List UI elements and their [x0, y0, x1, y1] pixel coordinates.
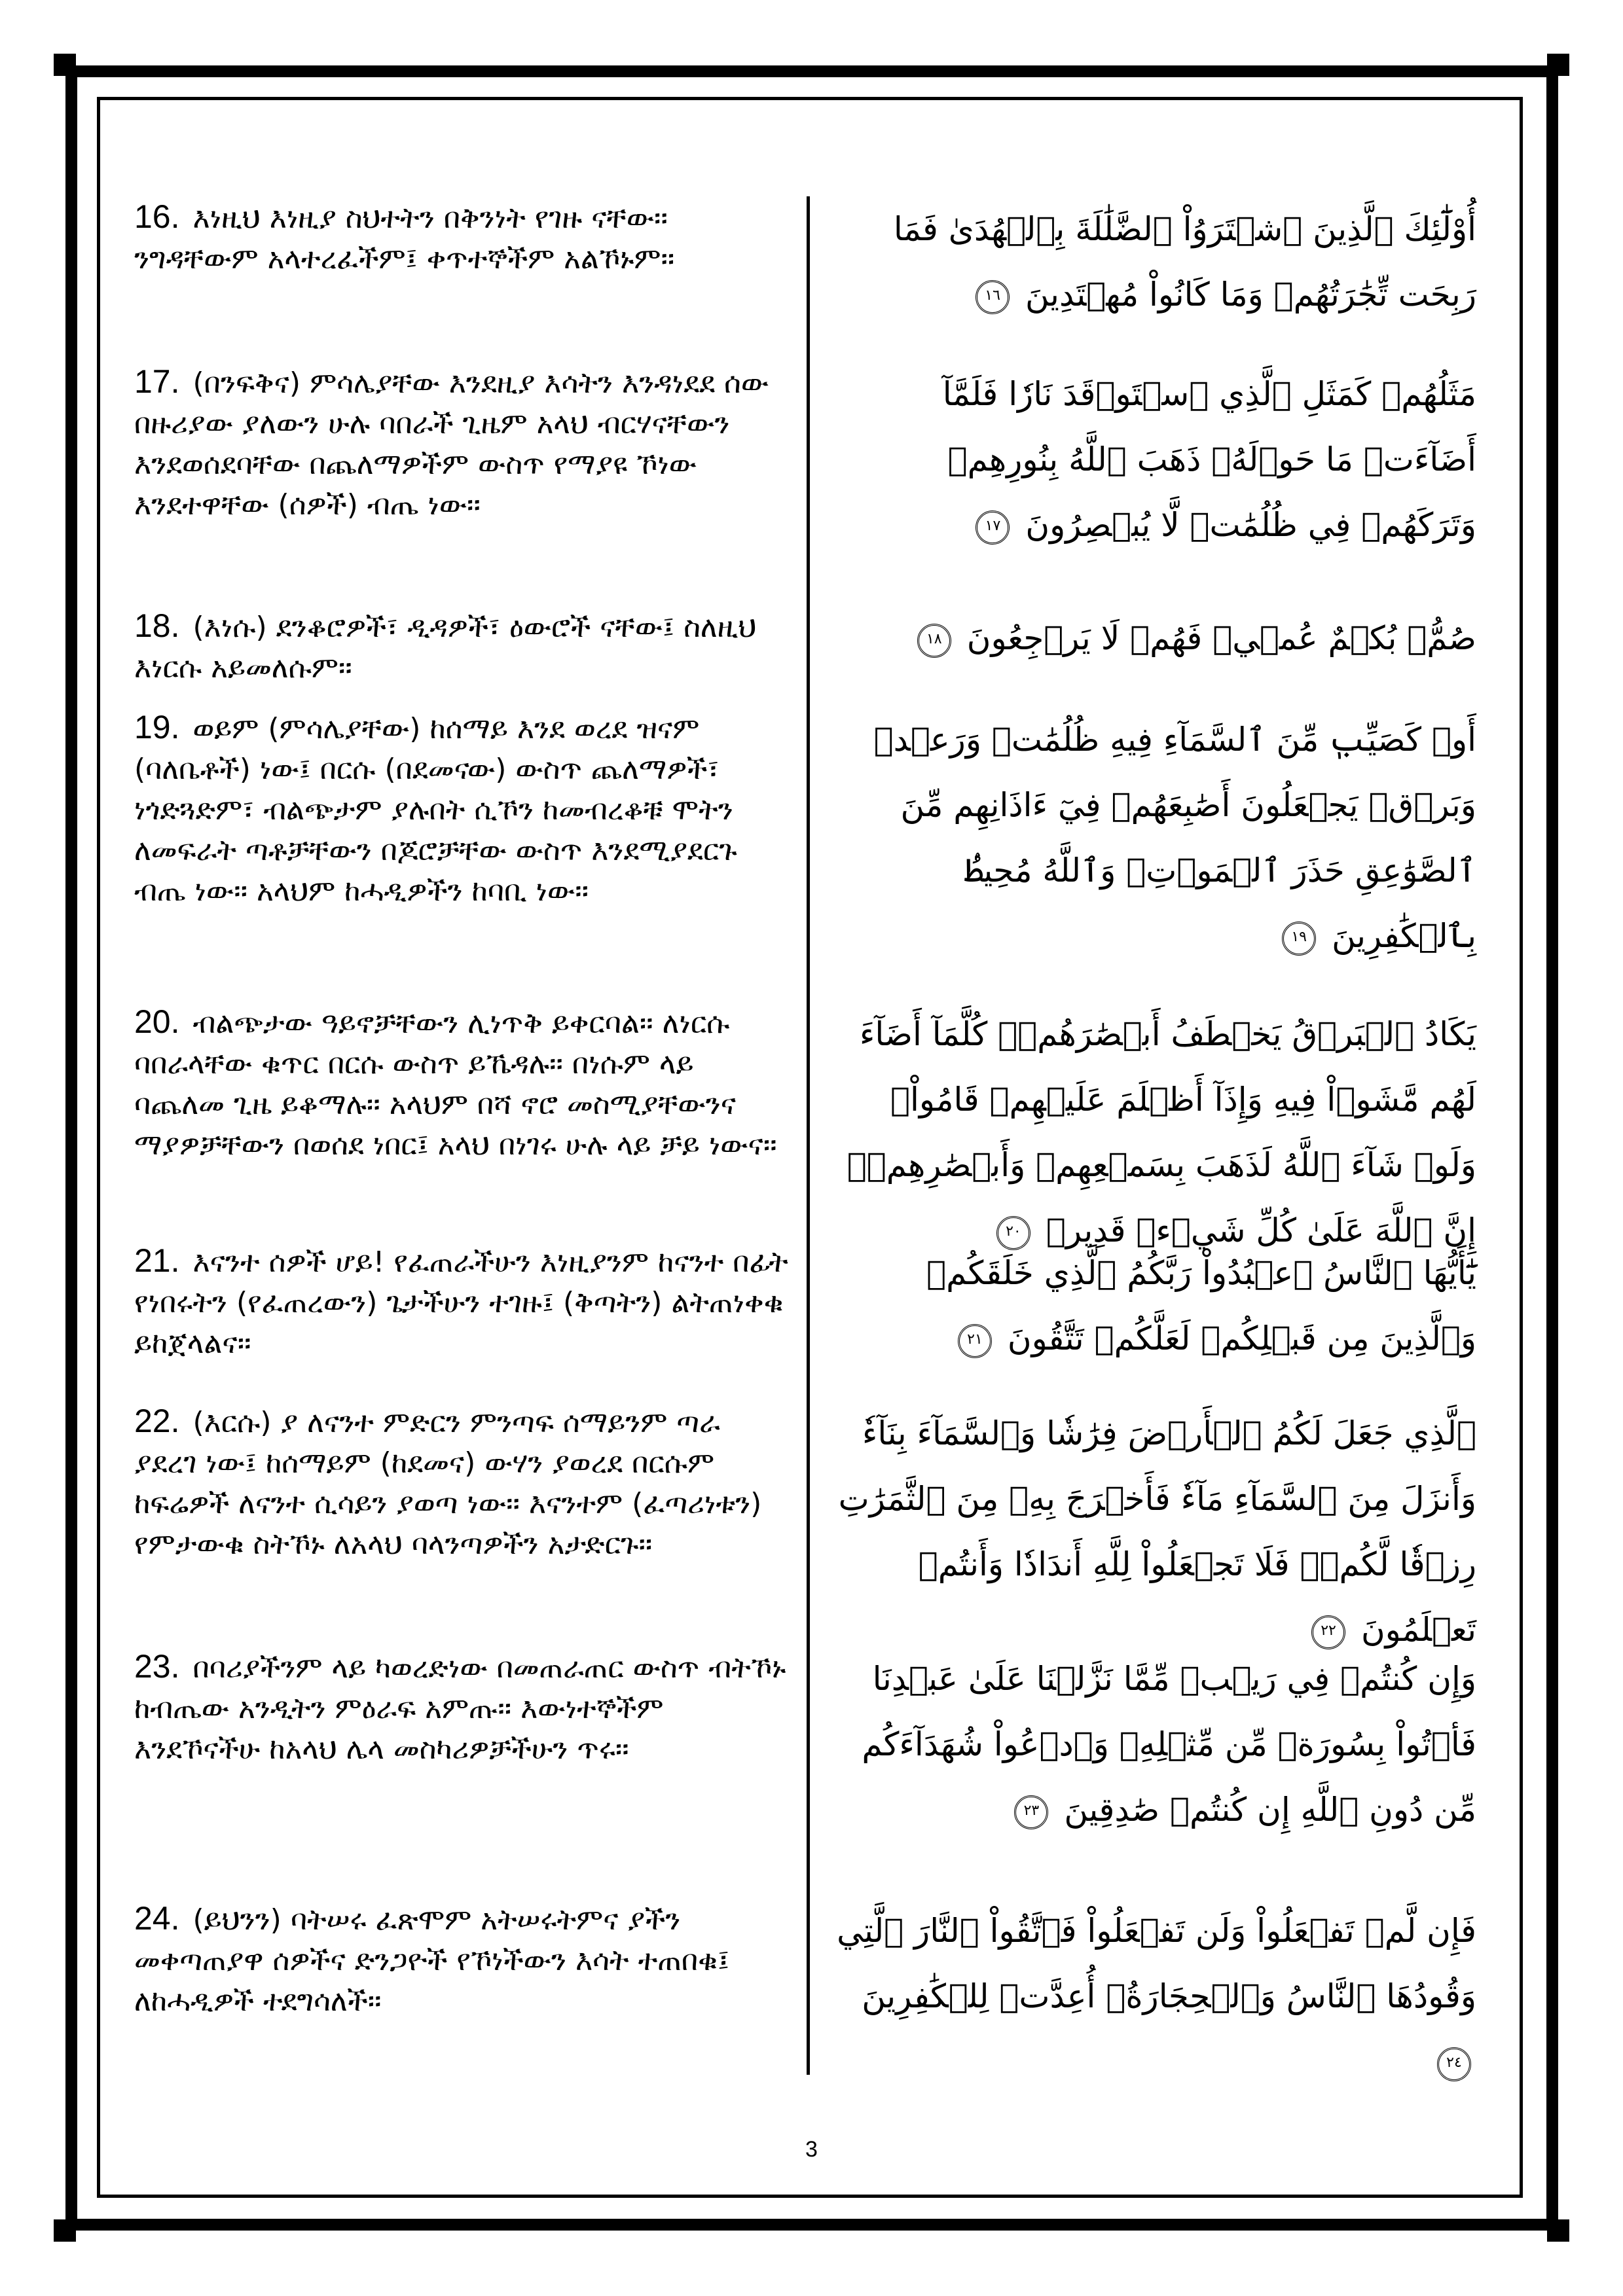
arabic-verse-18 — [835, 605, 1476, 671]
verse-number: 17. — [134, 363, 180, 400]
ayah-number-mark: ٢١ — [958, 1324, 992, 1358]
arabic-text: يَكَادُ ٱلۡبَرۡقُ يَخۡطَفُ أَبۡصَٰرَهُمۡۖ كُلَّمَآ أَضَآءَ لَهُم مَّشَوۡاْ فِيهِ وَإِذَآ أَظۡلَمَ عَلَيۡهِمۡ قَامُواْۚ وَلَوۡ شَآءَ ٱللَّهُ لَذَهَبَ بِسَمۡعِهِمۡ وَأَبۡصَٰرِهِمۡۚ إِنَّ ٱللَّهَ عَلَىٰ كُلِّ شَيۡءٖ قَدِيرٞ — [847, 1015, 1476, 1249]
translation-verse-16 — [134, 196, 789, 279]
arabic-verse-21 — [835, 1240, 1476, 1371]
translation-text: (በንፍቅና) ምሳሌያቸው እንደዚያ እሳትን እንዳነደደ ሰው በዙሪያው ያለውን ሁሉ ባበራች ጊዜም አላህ ብርሃናቸውን እንደወሰደባቸው በጨለማዎችም ውስጥ የማያዩ ኾነው እንደተዋቸው (ሰዎች) ብጤ ነው፡፡ — [134, 367, 769, 522]
verse-number: 20. — [134, 1003, 180, 1040]
translation-verse-21 — [134, 1240, 789, 1364]
ayah-number-mark: ٢٣ — [1014, 1795, 1048, 1829]
translation-verse-22 — [134, 1401, 789, 1565]
translation-text: (እነሱ) ደንቆሮዎች፣ ዲዳዎች፣ ዕውሮች ናቸው፤ ስለዚህ እነርሱ አይመለሱም፡፡ — [134, 611, 757, 685]
arabic-text: أَوۡ كَصَيِّبٖ مِّنَ ٱلسَّمَآءِ فِيهِ ظُلُمَٰتٞ وَرَعۡدٞ وَبَرۡقٞ يَجۡعَلُونَ أَصَٰبِعَهُمۡ فِيٓ ءَاذَانِهِم مِّنَ ٱلصَّوَٰعِقِ حَذَرَ ٱلۡمَوۡتِۚ وَٱللَّهُ مُحِيطُۢ بِٱلۡكَٰفِرِينَ — [873, 721, 1476, 955]
arabic-verse-22 — [835, 1401, 1476, 1662]
arabic-verse-17 — [835, 361, 1476, 558]
border-corner-bottom-right — [1547, 2219, 1569, 2242]
translation-text: (እርሱ) ያ ለናንተ ምድርን ምንጣፍ ሰማይንም ጣራ ያደረገ ነው፤ ከሰማይም (ከደመና) ውሃን ያወረደ በርሱም ከፍሬዎች ለናንተ ሲሳይን ያወጣ ነው፡፡ እናንተም (ፈጣሪነቱን) የምታውቁ ስትኾኑ ለአላህ ባላንጣዎችን አታድርጉ፡፡ — [134, 1406, 762, 1561]
arabic-text: يَٰٓأَيُّهَا ٱلنَّاسُ ٱعۡبُدُواْ رَبَّكُمُ ٱلَّذِي خَلَقَكُمۡ وَٱلَّذِينَ مِن قَبۡلِكُمۡ لَعَلَّكُمۡ تَتَّقُونَ — [926, 1254, 1476, 1357]
verse-number: 23. — [134, 1648, 180, 1685]
translation-text: ብልጭታው ዓይኖቻቸውን ሊነጥቅ ይቀርባል፡፡ ለነርሱ ባበራላቸው ቁጥር በርሱ ውስጥ ይኼዳሉ፡፡ በነሱም ላይ ባጨለመ ጊዜ ይቆማሉ፡፡ አላህም በሻ ኖሮ መስሚያቸውንና ማያዎቻቸውን በወሰደ ነበር፤ አላህ በነገሩ ሁሉ ላይ ቻይ ነውና፡፡ — [134, 1007, 777, 1162]
arabic-verse-19 — [835, 707, 1476, 969]
column-divider — [807, 196, 810, 2075]
translation-verse-19 — [134, 707, 789, 912]
verse-number: 18. — [134, 607, 180, 644]
arabic-text: فَإِن لَّمۡ تَفۡعَلُواْ وَلَن تَفۡعَلُواْ فَٱتَّقُواْ ٱلنَّارَ ٱلَّتِي وَقُودُهَا ٱلنَّاسُ وَٱلۡحِجَارَةُۖ أُعِدَّتۡ لِلۡكَٰفِرِينَ — [837, 1912, 1476, 2015]
translation-verse-24 — [134, 1898, 789, 2022]
verse-number: 24. — [134, 1900, 180, 1937]
translation-verse-18 — [134, 605, 789, 689]
translation-verse-20 — [134, 1001, 789, 1166]
translation-verse-17 — [134, 361, 789, 526]
ayah-number-mark: ٢٤ — [1437, 2047, 1471, 2081]
page-number: 3 — [805, 2137, 818, 2162]
ayah-number-mark: ١٩ — [1282, 922, 1316, 956]
arabic-verse-23 — [835, 1646, 1476, 1842]
border-corner-bottom-left — [54, 2219, 76, 2242]
translation-text: እነዚህ እነዚያ ስህተትን በቅንነት የገዙ ናቸው፡፡ ንግዳቸውም አላተረፈችም፤ ቀጥተኞችም አልኾኑም፡፡ — [134, 202, 675, 276]
ayah-number-mark: ٢٠ — [996, 1216, 1030, 1250]
arabic-text: مَثَلُهُمۡ كَمَثَلِ ٱلَّذِي ٱسۡتَوۡقَدَ نَارٗا فَلَمَّآ أَضَآءَتۡ مَا حَوۡلَهُۥ ذَهَبَ ٱللَّهُ بِنُورِهِمۡ وَتَرَكَهُمۡ فِي ظُلُمَٰتٖ لَّا يُبۡصِرُونَ — [942, 375, 1476, 544]
arabic-verse-20 — [835, 1001, 1476, 1263]
arabic-text: ٱلَّذِي جَعَلَ لَكُمُ ٱلۡأَرۡضَ فِرَٰشٗا وَٱلسَّمَآءَ بِنَآءٗ وَأَنزَلَ مِنَ ٱلسَّمَآءِ مَآءٗ فَأَخۡرَجَ بِهِۦ مِنَ ٱلثَّمَرَٰتِ رِزۡقٗا لَّكُمۡۖ فَلَا تَجۡعَلُواْ لِلَّهِ أَندَادٗا وَأَنتُمۡ تَعۡلَمُونَ — [838, 1414, 1476, 1649]
verse-number: 16. — [134, 198, 180, 235]
border-corner-top-right — [1547, 54, 1569, 76]
verse-number: 22. — [134, 1403, 180, 1439]
ayah-number-mark: ٢٢ — [1311, 1615, 1345, 1649]
arabic-verse-16 — [835, 196, 1476, 327]
arabic-text: وَإِن كُنتُمۡ فِي رَيۡبٖ مِّمَّا نَزَّلۡنَا عَلَىٰ عَبۡدِنَا فَأۡتُواْ بِسُورَةٖ مِّن مِّثۡلِهِۦ وَٱدۡعُواْ شُهَدَآءَكُم مِّن دُونِ ٱللَّهِ إِن كُنتُمۡ صَٰدِقِينَ — [862, 1660, 1476, 1829]
verse-number: 21. — [134, 1242, 180, 1279]
ayah-number-mark: ١٦ — [976, 280, 1010, 314]
translation-text: (ይህንን) ባትሠሩ ፈጽሞም አትሠሩትምና ያችን መቀጣጠያዋ ሰዎችና ድንጋዮች የኾነችውን እሳት ተጠበቁ፤ ለከሓዲዎች ተደግሳለች፡፡ — [134, 1903, 730, 2018]
ayah-number-mark: ١٧ — [976, 511, 1010, 545]
translation-text: በባሪያችንም ላይ ካወረድነው በመጠራጠር ውስጥ ብትኾኑ ከብጤው አንዲትን ምዕራፍ አምጡ፡፡ እውነተኞችም እንደኾናችሁ ከአላህ ሌላ መስካሪዎቻችሁን ጥሩ፡፡ — [134, 1651, 786, 1766]
arabic-text: أُوْلَٰٓئِكَ ٱلَّذِينَ ٱشۡتَرَوُاْ ٱلضَّلَٰلَةَ بِٱلۡهُدَىٰ فَمَا رَبِحَت تِّجَٰرَتُهُمۡ وَمَا كَانُواْ مُهۡتَدِينَ — [893, 210, 1476, 314]
border-corner-top-left — [54, 54, 76, 76]
arabic-text: صُمُّۢ بُكۡمٌ عُمۡيٞ فَهُمۡ لَا يَرۡجِعُونَ — [966, 619, 1476, 657]
translation-verse-23 — [134, 1646, 789, 1770]
arabic-verse-24 — [835, 1898, 1476, 2094]
ayah-number-mark: ١٨ — [917, 624, 951, 658]
translation-text: እናንተ ሰዎች ሆይ! የፈጠራችሁን እነዚያንም ከናንተ በፊት የነበሩትን (የፈጠረውን) ጌታችሁን ተገዙ፤ (ቅጣትን) ልትጠነቀቁ ይከጀላልና፡፡ — [134, 1246, 788, 1360]
translation-text: ወይም (ምሳሌያቸው) ከሰማይ እንደ ወረደ ዝናም (ባለቤቶች) ነው፤ በርሱ (በደመናው) ውስጥ ጨለማዎች፣ ነጎድጓድም፣ ብልጭታም ያሉበት ሲኾን ከመብረቆቹ ሞትን ለመፍራት ጣቶቻቸውን በጆሮቻቸው ውስጥ እንደሚያደርጉ ብጤ ነው፡፡ አላህም ከሓዲዎችን ከባቢ ነው፡፡ — [134, 712, 737, 908]
verse-number: 19. — [134, 709, 180, 745]
